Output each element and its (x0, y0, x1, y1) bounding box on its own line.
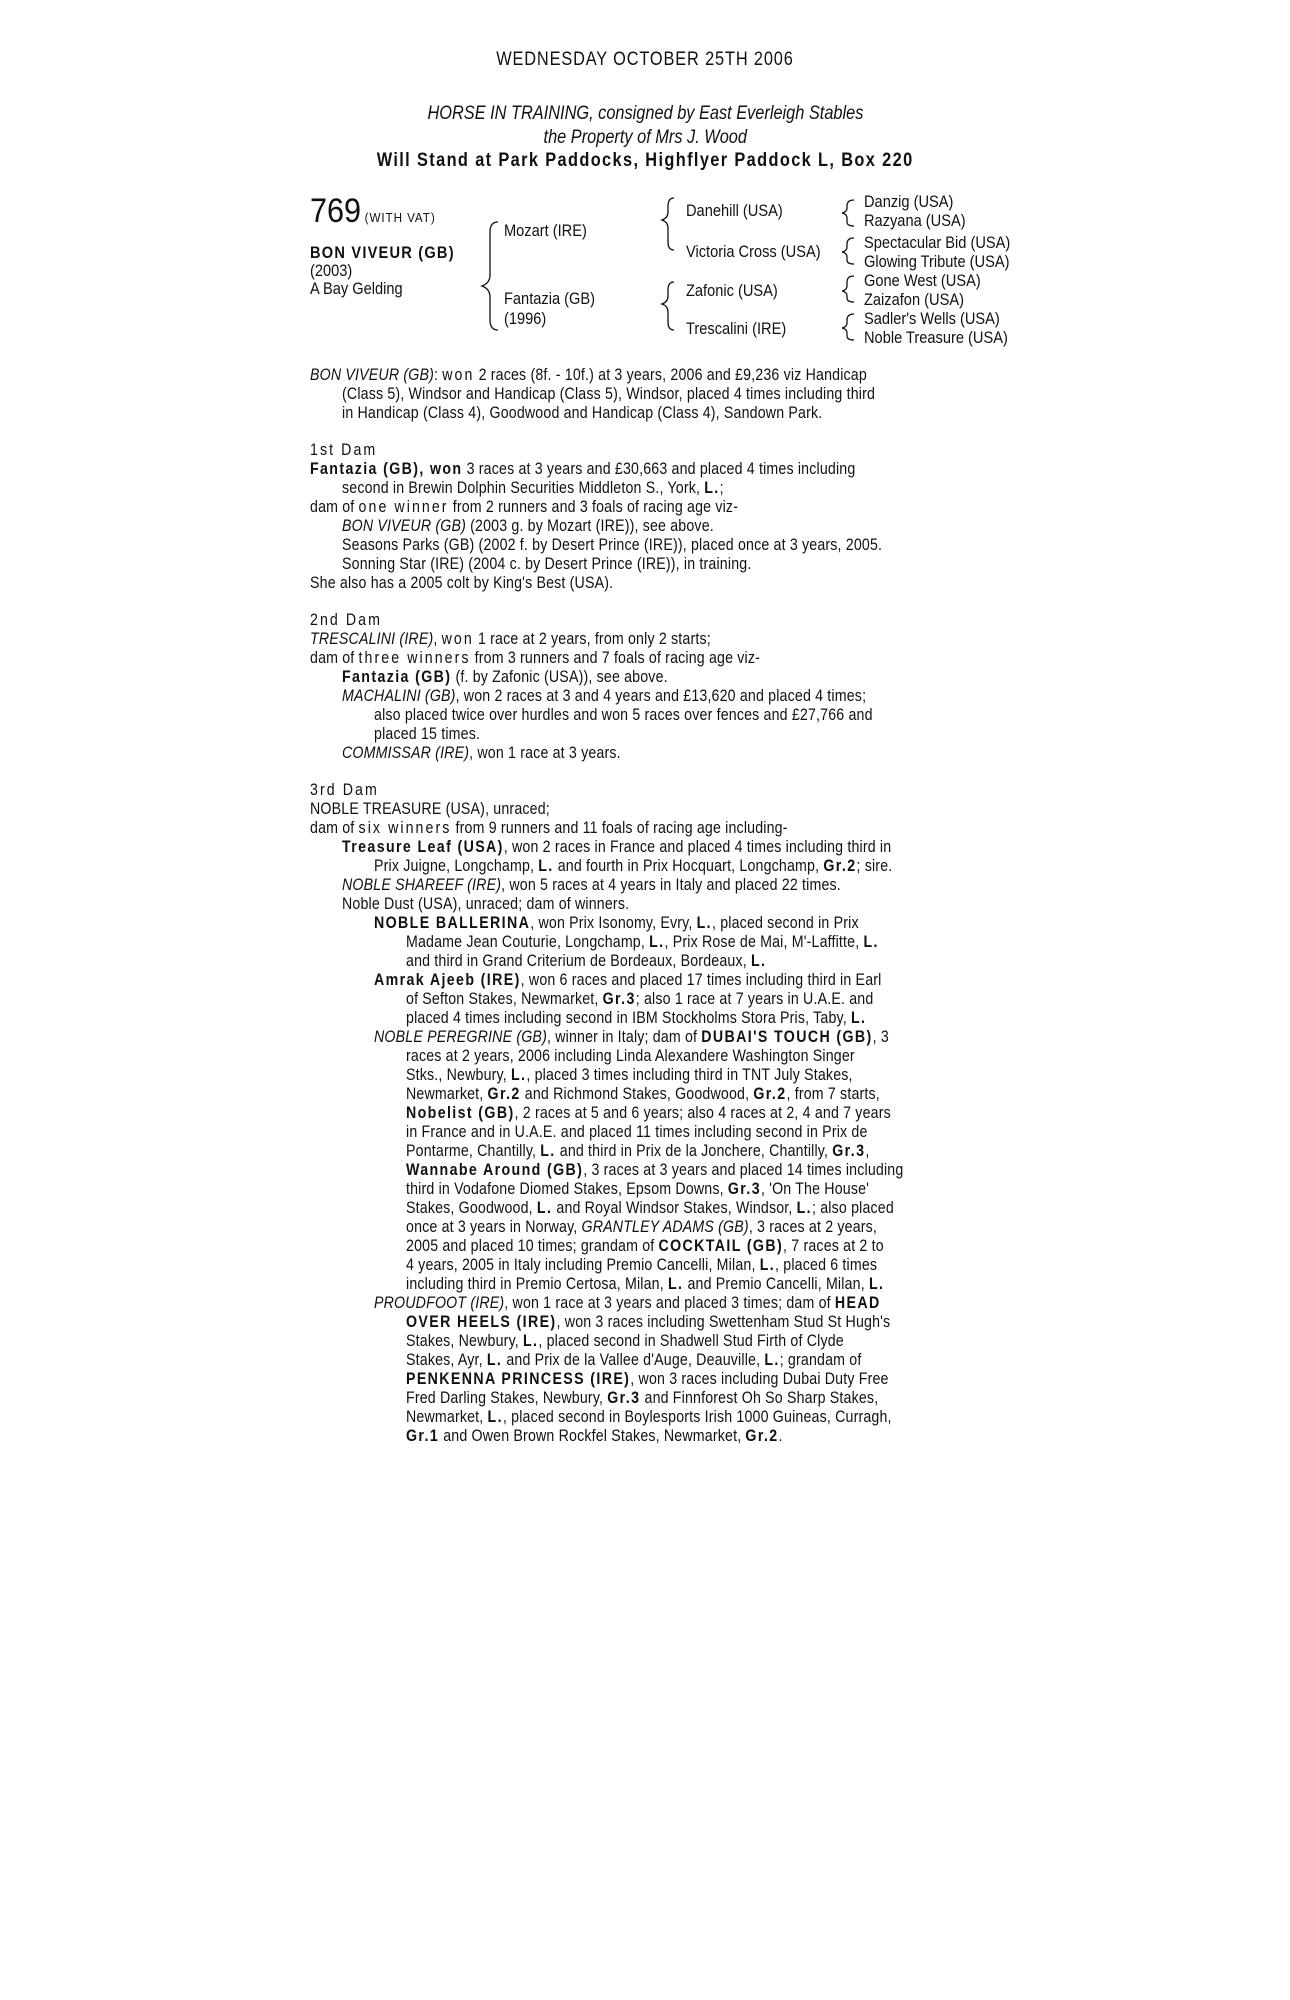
racing-record-line: (Class 5), Windsor and Handicap (Class 5), Windsor, placed 4 times including third (342, 385, 876, 403)
first-dam-heading: 1st Dam (310, 441, 378, 459)
third-dam-line: Newmarket, Gr.2 and Richmond Stakes, Goodwood, Gr.2, from 7 starts, (406, 1085, 880, 1103)
third-dam-line: Treasure Leaf (USA), won 2 races in France and placed 4 times including third in (342, 838, 892, 856)
third-dam-line: Amrak Ajeeb (IRE), won 6 races and placed 17 times including third in Earl (374, 971, 882, 989)
pedigree-dam-year: (1996) (504, 309, 547, 328)
consignment-line: HORSE IN TRAINING, consigned by East Everleigh Stables (427, 103, 863, 124)
second-dam-line: placed 15 times. (374, 725, 481, 743)
first-dam-line: dam of one winner from 2 runners and 3 foals of racing age viz- (310, 498, 739, 516)
third-dam-line: in France and in U.A.E. and placed 11 times including second in Prix de (406, 1123, 868, 1141)
pedigree-dam-dam: Trescalini (IRE) (686, 319, 787, 338)
property-line: the Property of Mrs J. Wood (543, 127, 747, 148)
pedigree-dam: Fantazia (GB) (504, 289, 595, 308)
third-dam-line: NOBLE BALLERINA, won Prix Isonomy, Evry, L., placed second in Prix (374, 914, 859, 932)
first-dam-line: Sonning Star (IRE) (2004 c. by Desert Prince (IRE)), in training. (342, 555, 752, 573)
pedigree-g2: Razyana (USA) (864, 211, 966, 230)
first-dam-line: BON VIVEUR (GB) (2003 g. by Mozart (IRE)), see above. (342, 517, 714, 535)
first-dam-line: She also has a 2005 colt by King's Best (USA). (310, 574, 614, 592)
pedigree-g1: Danzig (USA) (864, 192, 954, 211)
third-dam-line: 4 years, 2005 in Italy including Premio Cancelli, Milan, L., placed 6 times (406, 1256, 878, 1274)
pedigree-sire-sire: Danehill (USA) (686, 201, 783, 220)
horse-year: (2003) (310, 261, 353, 280)
pedigree-g4: Glowing Tribute (USA) (864, 252, 1010, 271)
third-dam-line: Newmarket, L., placed second in Boylesports Irish 1000 Guineas, Curragh, (406, 1408, 892, 1426)
racing-record-line: BON VIVEUR (GB): won 2 races (8f. - 10f.) at 3 years, 2006 and £9,236 viz Handicap (310, 366, 867, 384)
third-dam-line: dam of six winners from 9 runners and 11 foals of racing age including- (310, 819, 788, 837)
third-dam-line: once at 3 years in Norway, GRANTLEY ADAMS (GB), 3 races at 2 years, (406, 1218, 878, 1236)
location-line: Will Stand at Park Paddocks, Highflyer Paddock L, Box 220 (376, 150, 914, 171)
third-dam-line: OVER HEELS (IRE), won 3 races including Swettenham Stud St Hugh's (406, 1313, 891, 1331)
third-dam-line: NOBLE TREASURE (USA), unraced; (310, 800, 550, 818)
third-dam-line: placed 4 times including second in IBM Stockholms Stora Pris, Taby, L. (406, 1009, 867, 1027)
third-dam-line: including third in Premio Certosa, Milan, L. and Premio Cancelli, Milan, L. (406, 1275, 885, 1293)
third-dam-line: Nobelist (GB), 2 races at 5 and 6 years; also 4 races at 2, 4 and 7 years (406, 1104, 891, 1122)
second-dam-line: dam of three winners from 3 runners and 7 foals of racing age viz- (310, 649, 761, 667)
pedigree-g8: Noble Treasure (USA) (864, 328, 1008, 347)
vat-label: (WITH VAT) (364, 210, 436, 225)
pedigree-brackets (0, 0, 1290, 360)
second-dam-line: Fantazia (GB) (f. by Zafonic (USA)), see above. (342, 668, 668, 686)
pedigree-sire: Mozart (IRE) (504, 221, 587, 240)
third-dam-line: Stakes, Goodwood, L. and Royal Windsor Stakes, Windsor, L.; also placed (406, 1199, 894, 1217)
third-dam-line: NOBLE SHAREEF (IRE), won 5 races at 4 years in Italy and placed 22 times. (342, 876, 841, 894)
third-dam-line: Noble Dust (USA), unraced; dam of winners. (342, 895, 630, 913)
third-dam-line: Stakes, Newbury, L., placed second in Shadwell Stud Firth of Clyde (406, 1332, 844, 1350)
first-dam-line: second in Brewin Dolphin Securities Middleton S., York, L.; (342, 479, 724, 497)
third-dam-line: Stks., Newbury, L., placed 3 times including third in TNT July Stakes, (406, 1066, 853, 1084)
pedigree-dam-sire: Zafonic (USA) (686, 281, 778, 300)
second-dam-line: COMMISSAR (IRE), won 1 race at 3 years. (342, 744, 621, 762)
third-dam-heading: 3rd Dam (310, 781, 379, 799)
horse-name: BON VIVEUR (GB) (310, 243, 455, 262)
third-dam-line: and third in Grand Criterium de Bordeaux, Bordeaux, L. (406, 952, 767, 970)
first-dam-line: Fantazia (GB), won 3 races at 3 years and £30,663 and placed 4 times including (310, 460, 856, 478)
pedigree-g7: Sadler's Wells (USA) (864, 309, 1000, 328)
third-dam-line: PENKENNA PRINCESS (IRE), won 3 races including Dubai Duty Free (406, 1370, 889, 1388)
third-dam-line: Madame Jean Couturie, Longchamp, L., Prix Rose de Mai, M'-Laffitte, L. (406, 933, 879, 951)
pedigree-sire-dam: Victoria Cross (USA) (686, 242, 821, 261)
second-dam-line: TRESCALINI (IRE), won 1 race at 2 years, from only 2 starts; (310, 630, 711, 648)
horse-description: A Bay Gelding (310, 279, 403, 298)
third-dam-line: of Sefton Stakes, Newmarket, Gr.3; also 1 race at 7 years in U.A.E. and (406, 990, 874, 1008)
pedigree-g5: Gone West (USA) (864, 271, 981, 290)
third-dam-line: Prix Juigne, Longchamp, L. and fourth in Prix Hocquart, Longchamp, Gr.2; sire. (374, 857, 893, 875)
first-dam-line: Seasons Parks (GB) (2002 f. by Desert Prince (IRE)), placed once at 3 years, 2005. (342, 536, 883, 554)
second-dam-line: also placed twice over hurdles and won 5 races over fences and £27,766 and (374, 706, 873, 724)
third-dam-line: NOBLE PEREGRINE (GB), winner in Italy; dam of DUBAI'S TOUCH (GB), 3 (374, 1028, 889, 1046)
third-dam-line: PROUDFOOT (IRE), won 1 race at 3 years and placed 3 times; dam of HEAD (374, 1294, 881, 1312)
third-dam-line: Wannabe Around (GB), 3 races at 3 years and placed 14 times including (406, 1161, 904, 1179)
lot-number: 769 (WITH VAT) (310, 192, 436, 230)
pedigree-g3: Spectacular Bid (USA) (864, 233, 1011, 252)
racing-record-line: in Handicap (Class 4), Goodwood and Handicap (Class 4), Sandown Park. (342, 404, 823, 422)
third-dam-line: races at 2 years, 2006 including Linda Alexandere Washington Singer (406, 1047, 855, 1065)
pedigree-g6: Zaizafon (USA) (864, 290, 964, 309)
third-dam-line: 2005 and placed 10 times; grandam of COCKTAIL (GB), 7 races at 2 to (406, 1237, 884, 1255)
third-dam-line: Pontarme, Chantilly, L. and third in Prix de la Jonchere, Chantilly, Gr.3, (406, 1142, 870, 1160)
second-dam-line: MACHALINI (GB), won 2 races at 3 and 4 years and £13,620 and placed 4 times; (342, 687, 867, 705)
sale-date: WEDNESDAY OCTOBER 25TH 2006 (496, 49, 794, 70)
second-dam-heading: 2nd Dam (310, 611, 383, 629)
third-dam-line: third in Vodafone Diomed Stakes, Epsom Downs, Gr.3, 'On The House' (406, 1180, 870, 1198)
third-dam-line: Fred Darling Stakes, Newbury, Gr.3 and Finnforest Oh So Sharp Stakes, (406, 1389, 879, 1407)
third-dam-line: Gr.1 and Owen Brown Rockfel Stakes, Newmarket, Gr.2. (406, 1427, 783, 1445)
third-dam-line: Stakes, Ayr, L. and Prix de la Vallee d'Auge, Deauville, L.; grandam of (406, 1351, 862, 1369)
